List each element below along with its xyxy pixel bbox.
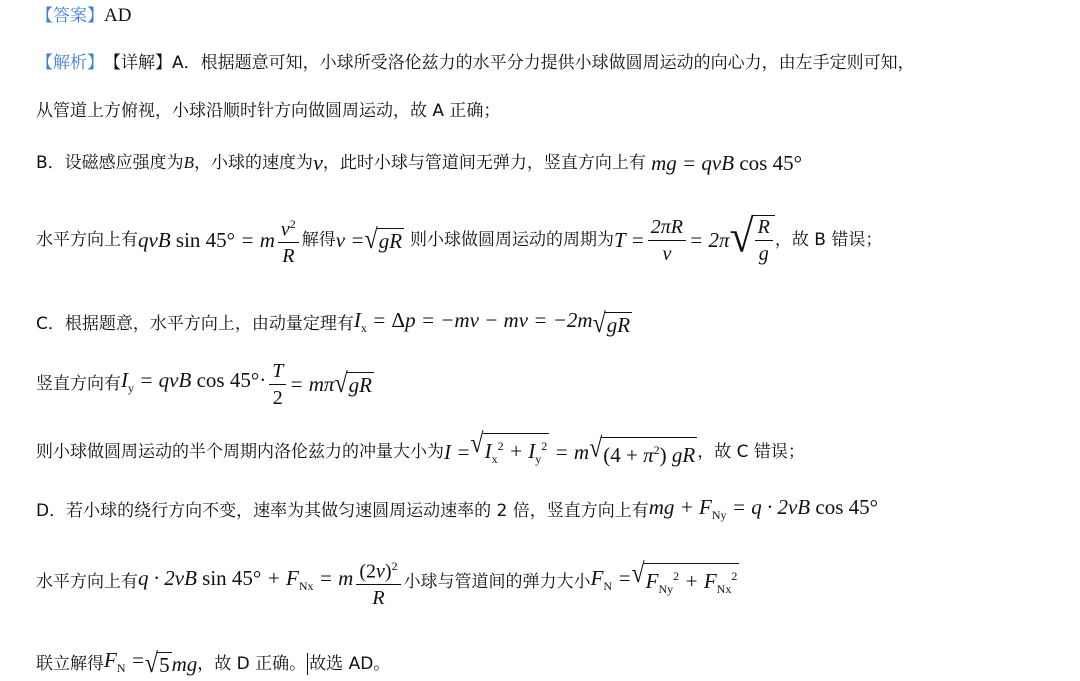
analysis-b-line1 <box>36 151 802 175</box>
fraction-2v2-R: $\frac{(2v)^2}{R}$ <box>356 555 400 610</box>
analysis-a-line1 <box>36 51 915 75</box>
analysis-c-line1 <box>36 308 632 340</box>
answer-value: AD <box>104 5 132 26</box>
answer-tag: 【答案】 <box>36 6 104 26</box>
equation-d2b: $F_N$ = <box>590 565 632 594</box>
equation-c3b: = m <box>549 440 590 465</box>
sqrt-R-g: √ $\frac{R}{g}$ <box>729 215 774 265</box>
fraction-2piR-v: $\frac{2\pi R}{v}$ <box>648 216 686 265</box>
equation-c1: $I_x = \Delta p = -mv$ − mv = −2m <box>353 308 593 336</box>
analysis-c-line2 <box>36 360 374 408</box>
fraction-T-2: $\frac{T}{2}$ <box>269 360 286 409</box>
sqrt-5-mg: √ 5 <box>144 648 170 679</box>
b-text3: ，此时小球与管道间无弹力，竖直方向上有 <box>322 153 646 173</box>
sqrt-gR: √ gR <box>364 224 403 255</box>
equation-b2d: = 2π <box>689 228 730 252</box>
d3-text2: ，故 D 正确。 <box>197 654 307 675</box>
detail-tag: 【详解】 <box>104 53 172 73</box>
analysis-c-line3 <box>36 428 805 471</box>
equation-c2b: = mπ <box>289 372 335 396</box>
b-text2: ，小球的速度为 <box>194 153 314 173</box>
equation-d3b: mg <box>171 652 198 677</box>
d2-text2: 小球与管道间的弹力大小 <box>403 572 591 592</box>
equation-d1: mg + $F_{Ny} = q \cdot 2vB$ cos 45° <box>648 495 879 523</box>
sqrt-Ix2-Iy2: √ $I_x^2 + I_y^2$ <box>470 433 549 471</box>
analysis-a-text1: A．根据题意可知，小球所受洛伦兹力的水平分力提供小球做圆周运动的向心力，由左手定则可知， <box>172 53 915 73</box>
equation-c2a: $I_y$ = qvB cos 45°· <box>121 367 267 396</box>
text-cursor <box>307 653 308 675</box>
symbol-B: B <box>183 153 195 172</box>
sqrt-gR-c1: √ gR <box>592 308 631 339</box>
c3-text1: 则小球做圆周运动的半个周期内洛伦兹力的冲量大小为 <box>36 442 444 463</box>
analysis-d-line2 <box>36 556 739 608</box>
b2-text1: 水平方向上有 <box>36 230 138 250</box>
analysis-d-line3 <box>36 648 390 680</box>
equation-b2b: v = <box>335 228 365 252</box>
d1-text: D．若小球的绕行方向不变，速率为其做匀速圆周运动速率的 2 倍，竖直方向上有 <box>36 501 649 522</box>
c2-text: 竖直方向有 <box>36 374 121 394</box>
sqrt-FNy2-FNx2: √ $F_{Ny}^2 + F_{Nx}^2$ <box>631 563 739 601</box>
analysis-a-text2: 从管道上方俯视，小球沿顺时针方向做圆周运动，故 A 正确； <box>36 101 501 121</box>
equation-b2a: qvB sin 45° = m <box>138 228 275 252</box>
d3-text1: 联立解得 <box>36 654 104 675</box>
c3-text2: ，故 C 错误； <box>697 442 805 463</box>
analysis-a-line2 <box>36 99 500 123</box>
sqrt-gR-c2: √ gR <box>334 368 372 399</box>
equation-d2a: q · 2vB $\sin 45^\circ + F_{Nx} = m$ <box>138 565 354 594</box>
b2-text4: ，故 B 错误； <box>774 230 883 250</box>
equation-b1: mg = qvB cos 45° <box>645 151 802 175</box>
symbol-v: v <box>313 150 323 175</box>
d3-text3: 故选 AD。 <box>309 654 391 675</box>
b2-text3: 则小球做圆周运动的周期为 <box>410 230 615 250</box>
analysis-b-line2 <box>36 210 883 268</box>
equation-d3: $F_N$ = <box>104 648 145 676</box>
b2-text2: 解得 <box>301 230 336 250</box>
equation-b2c: T = <box>614 228 645 252</box>
analysis-d-line1 <box>36 495 878 527</box>
b-text1: B．设磁感应强度为 <box>36 153 184 173</box>
d2-text1: 水平方向上有 <box>36 572 138 592</box>
sqrt-4pi2-gR: √ $(4 + \pi^2)$ gR <box>589 433 696 468</box>
answer-line <box>36 4 131 28</box>
c1-text: C．根据题意，水平方向上，由动量定理有 <box>36 314 354 335</box>
fraction-v2-R: $\frac{v^2}{R}$ <box>278 213 299 268</box>
analysis-tag: 【解析】 <box>36 53 104 73</box>
equation-c3a: I = <box>444 440 471 465</box>
